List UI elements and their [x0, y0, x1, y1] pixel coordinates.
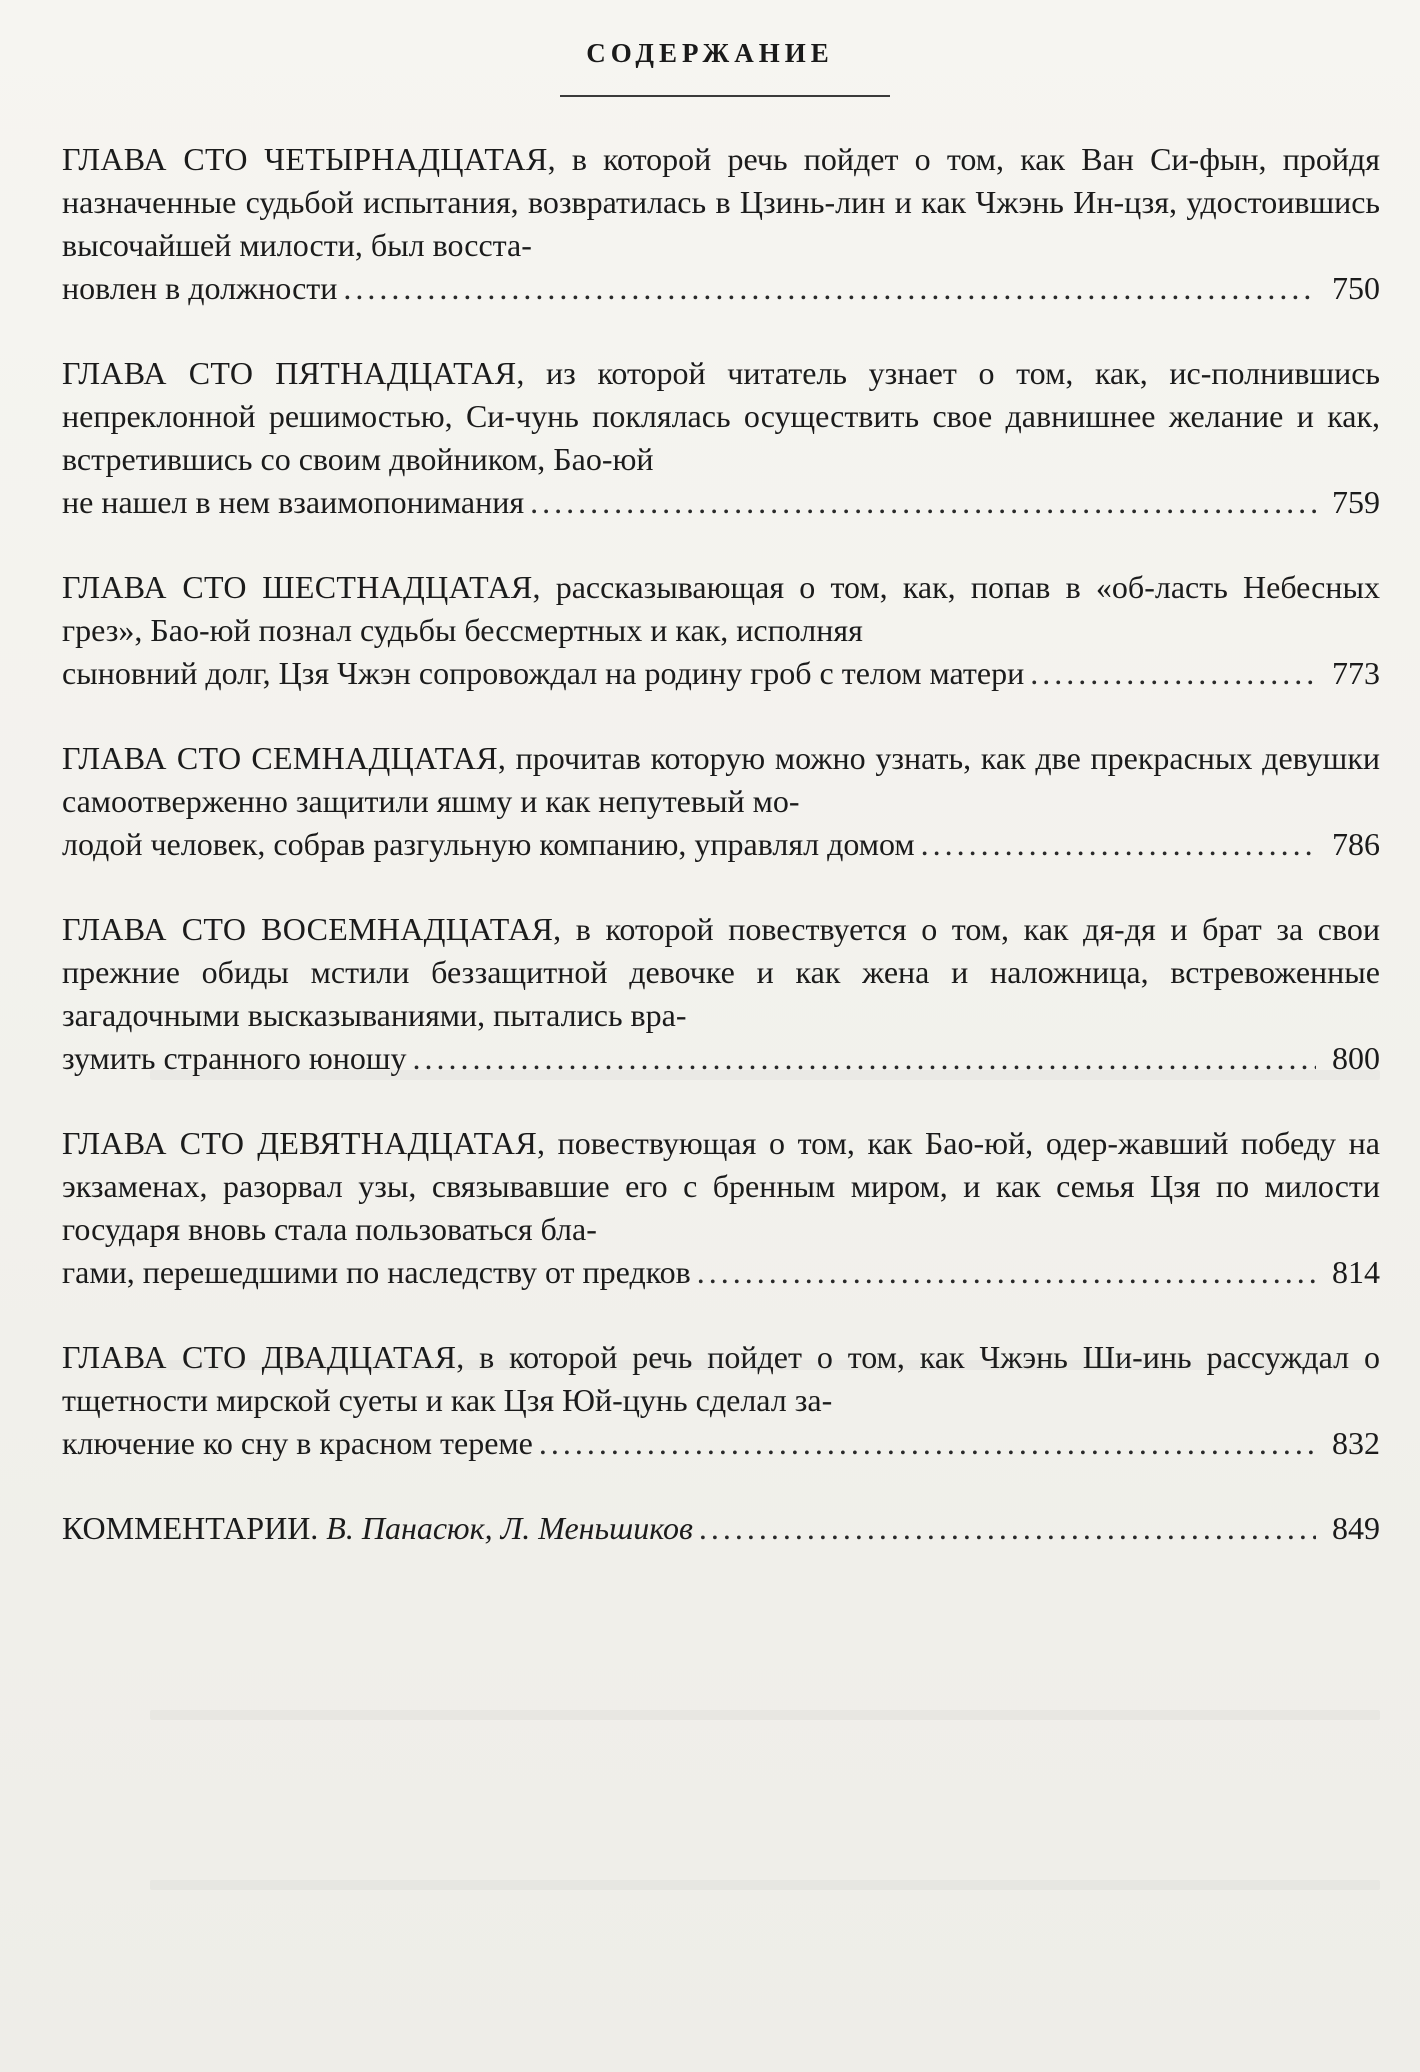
toc-entry[interactable] — [62, 1336, 1380, 1465]
chapter-summary-end: новлен в должности — [62, 270, 338, 306]
chapter-title: ГЛАВА СТО ВОСЕМНАДЦАТАЯ — [62, 911, 554, 947]
commentary-authors: В. Панасюк, Л. Меньшиков — [326, 1510, 693, 1546]
chapter-summary: , рассказывающая о том, как, попав в «об-ласть Небесных грез», Бао-юй познал судьбы бессмертных и как, исполняя — [62, 569, 1381, 648]
page-number[interactable]: 773 — [1332, 655, 1380, 691]
page-number[interactable]: 759 — [1332, 484, 1380, 520]
chapter-summary-end: гами, перешедшими по наследству от предков — [62, 1254, 691, 1290]
page-number[interactable]: 786 — [1332, 826, 1380, 862]
chapter-summary: , из которой читатель узнает о том, как, ис-полнившись непреклонной решимостью, Си-чунь поклялась осуществить свое давнишнее желание и как, встретившись со своим двойником, Бао-юй — [62, 355, 1380, 477]
page-number[interactable]: 849 — [1332, 1510, 1380, 1546]
chapter-summary: , в которой речь пойдет о том, как Ван Си-фын, пройдя назначенные судьбой испытания, возвратилась в Цзинь-лин и как Чжэнь Ин-цзя, удостоившись высочайшей милости, был восста- — [62, 141, 1380, 263]
page-number[interactable]: 814 — [1332, 1254, 1380, 1290]
chapter-title: ГЛАВА СТО ДВАДЦАТАЯ — [62, 1339, 457, 1375]
spacer — [318, 1507, 326, 1550]
toc-entry-last-line — [62, 652, 1380, 695]
chapter-summary-end: ключение ко сну в красном тереме — [62, 1425, 533, 1461]
dot-leader — [539, 1422, 1316, 1465]
toc-entry-last-line — [62, 1507, 1380, 1550]
dot-leader — [699, 1507, 1316, 1550]
chapter-summary: , в которой речь пойдет о том, как Чжэнь Ши-инь рассуждал о тщетности мирской суеты и как Цзя Юй-цунь сделал за- — [62, 1339, 1381, 1418]
toc-entry[interactable] — [62, 352, 1380, 524]
dot-leader — [413, 1037, 1316, 1080]
toc-entry-commentary[interactable] — [62, 1507, 1380, 1550]
title-underline — [560, 95, 890, 97]
chapter-summary: , повествующая о том, как Бао-юй, одер-жавший победу на экзаменах, разорвал узы, связывавшие его с бренным миром, и как семья Цзя по милости государя вновь стала пользоваться бла- — [62, 1125, 1381, 1247]
page-title: СОДЕРЖАНИЕ — [586, 38, 834, 68]
dot-leader — [697, 1251, 1316, 1294]
toc-entry-description — [62, 138, 1380, 267]
page-number[interactable]: 750 — [1332, 270, 1380, 306]
toc-entry-description — [62, 1122, 1380, 1251]
toc-entry-last-line — [62, 1422, 1380, 1465]
toc-entry-last-line — [62, 823, 1380, 866]
toc-entry-description — [62, 352, 1380, 481]
chapter-summary-end: сыновний долг, Цзя Чжэн сопровождал на родину гроб с телом матери — [62, 655, 1025, 691]
toc-entry-description — [62, 1336, 1380, 1422]
toc-entry-description — [62, 908, 1380, 1037]
toc-entry-last-line — [62, 267, 1380, 310]
toc-entry-last-line — [62, 481, 1380, 524]
dot-leader — [1030, 652, 1316, 695]
toc-entry[interactable] — [62, 566, 1380, 695]
toc-entry-last-line — [62, 1037, 1380, 1080]
chapter-title: ГЛАВА СТО ШЕСТНАДЦАТАЯ — [62, 569, 533, 605]
toc-entry[interactable] — [62, 1122, 1380, 1294]
page-number[interactable]: 832 — [1332, 1425, 1380, 1461]
toc-entry[interactable] — [62, 138, 1380, 310]
chapter-summary-end: зумить странного юношу — [62, 1040, 407, 1076]
toc-entry[interactable] — [62, 908, 1380, 1080]
toc-entry[interactable] — [62, 737, 1380, 866]
chapter-title: ГЛАВА СТО ПЯТНАДЦАТАЯ — [62, 355, 517, 391]
chapter-summary: , в которой повествуется о том, как дя-дя и брат за свои прежние обиды мстили беззащитной девочке и как жена и наложница, встревоженные загадочными высказываниями, пытались вра- — [62, 911, 1381, 1033]
toc-entry-last-line — [62, 1251, 1380, 1294]
chapter-summary-end: лодой человек, собрав разгульную компанию, управлял домом — [62, 826, 915, 862]
chapter-summary-end: не нашел в нем взаимопонимания — [62, 484, 525, 520]
toc-entry-description — [62, 566, 1380, 652]
show-through-line — [150, 1710, 1380, 1720]
dot-leader — [343, 267, 1316, 310]
table-of-contents — [62, 138, 1380, 1550]
toc-entry-description — [62, 737, 1380, 823]
chapter-summary: , прочитав которую можно узнать, как две прекрасных девушки самоотверженно защитили яшму и как непутевый мо- — [62, 740, 1380, 819]
dot-leader — [921, 823, 1316, 866]
commentary-title: КОММЕНТАРИИ. — [62, 1510, 319, 1546]
show-through-line — [150, 1880, 1380, 1890]
chapter-title: ГЛАВА СТО СЕМНАДЦАТАЯ — [62, 740, 498, 776]
chapter-title: ГЛАВА СТО ЧЕТЫРНАДЦАТАЯ — [62, 141, 548, 177]
page-number[interactable]: 800 — [1332, 1040, 1380, 1076]
dot-leader — [530, 481, 1316, 524]
chapter-title: ГЛАВА СТО ДЕВЯТНАДЦАТАЯ — [62, 1125, 537, 1161]
